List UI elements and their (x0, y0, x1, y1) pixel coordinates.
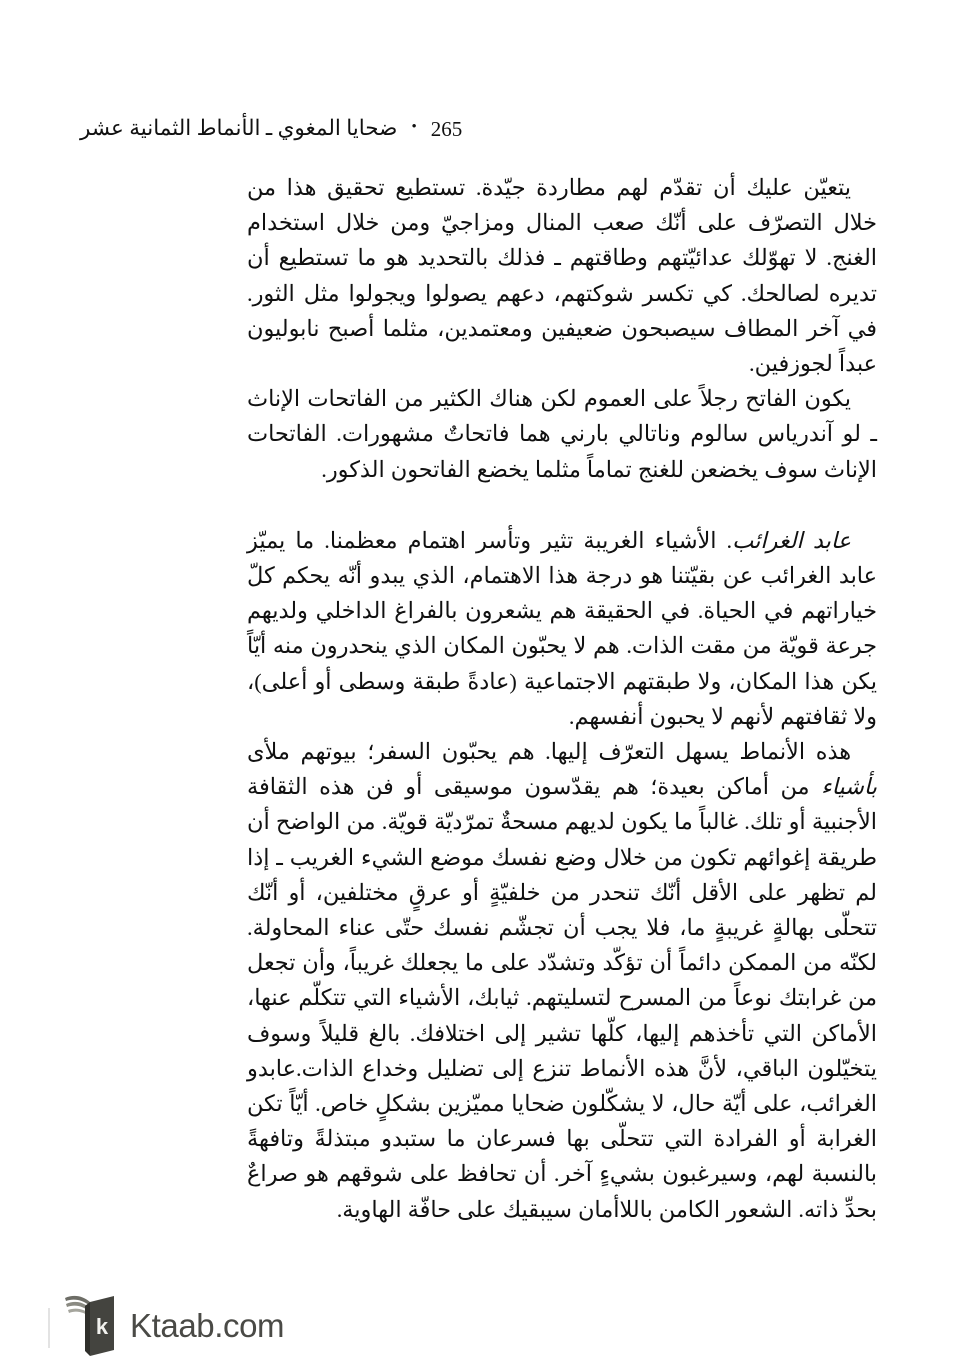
watermark-brand-text: Ktaab.com (130, 1306, 285, 1344)
open-book-icon (62, 1288, 120, 1358)
paragraph-3 (247, 523, 877, 734)
page-text-body (247, 170, 877, 1227)
svg-text:k: k (95, 1314, 109, 1339)
paragraph-4-segment-italic: بأشياء (821, 774, 877, 800)
paragraph-3-body: . الأشياء الغريبة تثير وتأسر اهتمام معظمنا. ما يميّز عابد الغرائب عن بقيّتنا هو درجة هذا الاهتمام، الذي يبدو أنّه يحكم كلّ خياراتهم في الحياة. في الحقيقة هم يشعرون بالفراغ الداخلي ولديهم جرعة قويّة من مقت الذات. هم لا يحبّون المكان الذي ينحدرون منه أيّاً يكن هذا المكان، ولا طبقتهم الاجتماعية (عادةً طبقة وسطى أو أعلى)، ولا ثقافتهم لأنهم لا يحبون أنفسهم. (247, 527, 877, 729)
paragraph-1: يتعيّن عليك أن تقدّم لهم مطاردة جيّدة. تستطيع تحقيق هذا من خلال التصرّف على أنّك صعب المنال ومزاجيّ ومن خلال استخدام الغنج. لا تهوّلك عدائيّتهم وطاقتهم ـ فذلك بالتحديد هو ما تستطيع أن تديره لصالحك. كي تكسر شوكتهم، دعهم يصولوا ويجولوا مثل الثور. في آخر المطاف سيصبحون ضعيفين ومعتمدين، مثلما أصبح نابوليون عبداً لجوزفين. (247, 175, 877, 377)
bullet-separator-icon: • (411, 118, 417, 135)
site-watermark (62, 1288, 284, 1358)
scan-edge-artifact (48, 1308, 50, 1348)
paragraph-2: يكون الفاتح رجلاً على العموم لكن هناك الكثير من الفاتحات الإناث ـ لو آندرياس سالوم وناتالي بارني هما فاتحاتٌ مشهورات. الفاتحات الإناث سوف يخضعن للغنج تماماً مثلما يخضع الفاتحون الذكور. (247, 386, 877, 482)
paragraph-3-lead-italic: عابد الغرائب (732, 527, 852, 553)
page-number: 265 (430, 116, 463, 141)
paragraph-4 (247, 734, 877, 1227)
running-head (80, 112, 875, 146)
running-head-title: ضحايا المغوي ـ الأنماط الثمانية عشر (80, 116, 398, 141)
paragraph-4-segment-1: هذه الأنماط يسهل التعرّف إليها. هم يحبّون السفر؛ بيوتهم ملأى (247, 739, 851, 765)
paragraph-4-segment-3: من أماكن بعيدة؛ هم يقدّسون موسيقى أو فن هذه الثقافة الأجنبية أو تلك. غالباً ما يكون لديهم مسحةٌ تمرّديّة قويّة. من الواضح أن طريقة إغوائهم تكون من خلال وضع نفسك موضع الشيء الغريب ـ إذا لم تظهر على الأقل أنّك تنحدر من خلفيّةٍ أو عرقٍ مختلفين، أو أنّك تتحلّى بهالةٍ غريبةٍ ما، فلا يجب أن تجشّم نفسك حتّى عناء المحاولة. لكنّه من الممكن دائماً أن تؤكّد وتشدّد على ما يجعلك غريباً، وأن تجعل من غرابتك نوعاً من المسرح لتسليتهم. ثيابك، الأشياء التي تتكلّم عنها، الأماكن التي تأخذهم إليها، كلّها تشير إلى اختلافك. بالغ قليلاً وسوف يتخيّلون الباقي، لأنَّ هذه الأنماط تنزع إلى تضليل وخداع الذات.عابدو الغرائب، على أيّة حال، لا يشكّلون ضحايا مميّزين بشكلٍ خاص. أيّاً تكن الغرابة أو الفرادة التي تتحلّى بها فسرعان ما ستبدو مبتذلةً وتافهةً بالنسبة لهم، وسيرغبون بشيءٍ آخر. أن تحافظ على شوقهم هو صراعٌ بحدِّ ذاته. الشعور الكامن باللاأمان سيبقيك على حافّة الهاوية. (247, 774, 877, 1222)
